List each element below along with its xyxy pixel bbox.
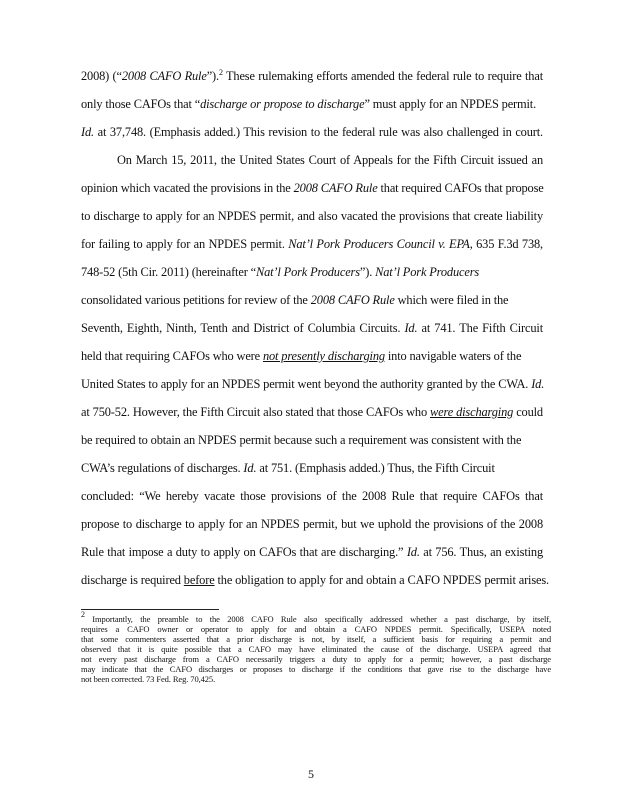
- footnote-line-1: $^2$ Importantly, the preamble to the 2008 CAFO Rule also specifically addressed whether a past discharge, by itself,: [81, 610, 551, 624]
- body-line-16: concluded: “We hereby vacate those provisions of the 2008 Rule that require CAFOs that: [81, 489, 543, 503]
- footnote-line-6: may indicate that the CAFO discharges or proposes to discharge if the conditions that gave rise to the discharge have: [81, 664, 551, 674]
- footnote-line-2: requires a CAFO owner or operator to apply for and obtain a CAFO NPDES permit. Specifically, USEPA noted: [81, 624, 551, 634]
- footnote-line-4: observed that it is quite possible that a CAFO may have eliminated the cause of the discharge. USEPA agreed that: [81, 644, 551, 654]
- body-line-19: discharge is required before the obligation to apply for and obtain a CAFO NPDES permit arises.: [81, 573, 549, 587]
- body-line-11: held that requiring CAFOs who were not presently discharging into navigable waters of the: [81, 349, 522, 363]
- body-line-5: opinion which vacated the provisions in the 2008 CAFO Rule that required CAFOs that propose: [81, 181, 544, 195]
- body-line-10: Seventh, Eighth, Ninth, Tenth and District of Columbia Circuits. Id. at 741. The Fifth Circuit: [81, 321, 544, 335]
- body-line-7: for failing to apply for an NPDES permit. Nat’l Pork Producers Council v. EPA, 635 F.3d 738,: [81, 237, 544, 251]
- footnote-separator: [81, 609, 219, 610]
- body-line-9: consolidated various petitions for review of the 2008 CAFO Rule which were filed in the: [81, 293, 509, 307]
- body-line-13: at 750-52. However, the Fifth Circuit also stated that those CAFOs who were discharging could: [81, 405, 543, 419]
- footnote-line-5: not every past discharge from a CAFO necessarily triggers a duty to apply for a permit; however, a past discharge: [81, 654, 551, 664]
- body-line-6: to discharge to apply for an NPDES permit, and also vacated the provisions that create liability: [81, 209, 543, 223]
- body-line-8: 748-52 (5th Cir. 2011) (hereinafter “Nat’l Pork Producers”). Nat’l Pork Producers: [81, 265, 480, 279]
- body-line-14: be required to obtain an NPDES permit because such a requirement was consistent with the: [81, 433, 522, 447]
- footnote-line-3: that some commenters asserted that a prior discharge is not, by itself, a sufficient basis for requiring a permit and: [81, 634, 551, 644]
- body-line-17: propose to discharge to apply for an NPDES permit, but we uphold the provisions of the 2008: [81, 517, 543, 531]
- page-number: 5: [308, 767, 314, 781]
- body-line-18: Rule that impose a duty to apply on CAFOs that are discharging.” Id. at 756. Thus, an existing: [81, 545, 543, 559]
- body-line-3: Id. at 37,748. (Emphasis added.) This revision to the federal rule was also challenged in court.: [81, 125, 543, 139]
- footnote-line-7: not been corrected. 73 Fed. Reg. 70,425.: [81, 674, 216, 684]
- body-line-15: CWA’s regulations of discharges. Id. at 751. (Emphasis added.) Thus, the Fifth Circuit: [81, 461, 495, 475]
- footnote-marker: 2: [81, 610, 85, 619]
- body-line-2: only those CAFOs that “discharge or propose to discharge” must apply for an NPDES permit.: [81, 97, 537, 111]
- body-line-4: On March 15, 2011, the United States Court of Appeals for the Fifth Circuit issued an: [117, 153, 543, 167]
- body-line-1: 2008) (“2008 CAFO Rule”).$^2$ These rulemaking efforts amended the federal rule to require that: [81, 68, 543, 83]
- body-line-12: United States to apply for an NPDES permit went beyond the authority granted by the CWA. Id.: [81, 377, 545, 391]
- footnote-reference: 2: [218, 68, 223, 77]
